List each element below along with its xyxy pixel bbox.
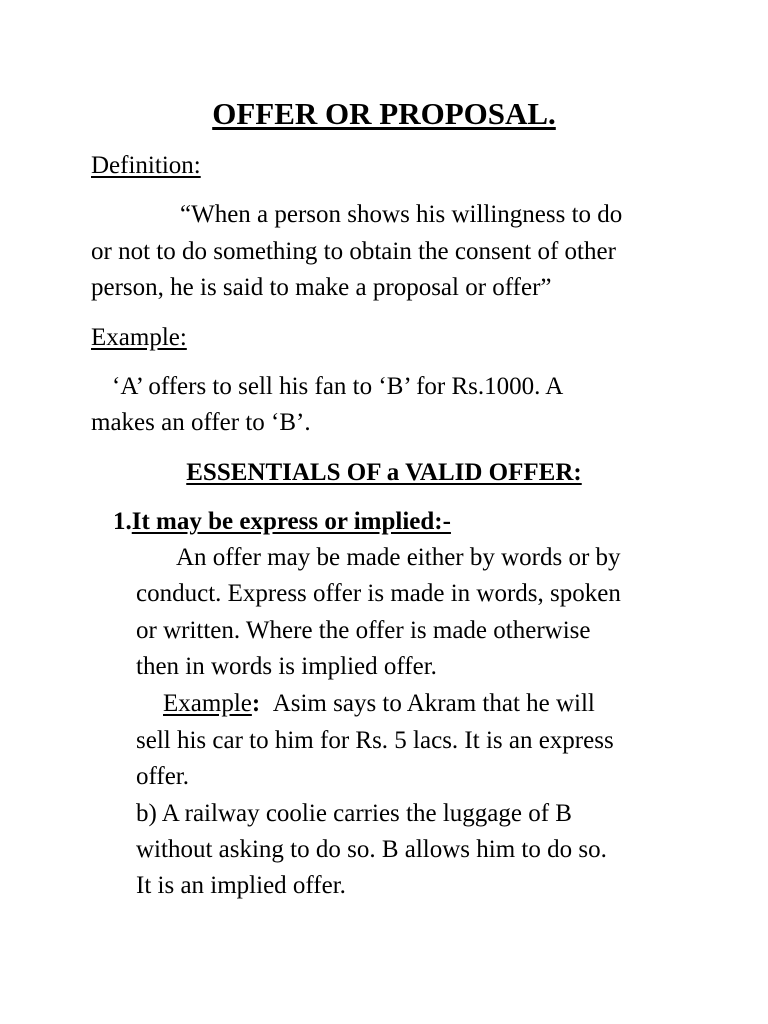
example-line-1: ‘A’ offers to sell his fan to ‘B’ for Rs.1000. A (112, 373, 564, 400)
essential-item-title: It may be express or implied:- (131, 508, 451, 535)
definition-heading: Definition: (91, 152, 201, 179)
example-line-2: makes an offer to ‘B’. (91, 409, 311, 436)
definition-line-1: “When a person shows his willingness to do (180, 201, 623, 228)
essential-item-number: 1. (113, 508, 132, 535)
essential-item-heading (113, 507, 451, 537)
essential-example-colon: : (251, 690, 261, 717)
essential-body-line-2: conduct. Express offer is made in words, spoken (136, 580, 621, 607)
essential-example-line-1 (163, 689, 595, 719)
example-heading: Example: (91, 324, 187, 351)
essential-example-line-3: offer. (136, 763, 189, 790)
essential-example-line-2: sell his car to him for Rs. 5 lacs. It is an express (136, 727, 614, 754)
essential-extra-line-1: b) A railway coolie carries the luggage of B (136, 800, 572, 827)
definition-line-3: person, he is said to make a proposal or offer” (91, 274, 552, 301)
essential-body-line-1: An offer may be made either by words or by (176, 544, 621, 571)
essential-extra-line-2: without asking to do so. B allows him to do so. (136, 836, 607, 863)
definition-line-2: or not to do something to obtain the consent of other (91, 238, 616, 265)
essential-example-text: Asim says to Akram that he will (272, 690, 595, 717)
page-title: OFFER OR PROPOSAL. (212, 96, 556, 131)
essential-body-line-4: then in words is implied offer. (136, 653, 437, 680)
essential-extra-line-3: It is an implied offer. (136, 872, 346, 899)
essential-body-line-3: or written. Where the offer is made otherwise (136, 617, 591, 644)
essentials-heading: ESSENTIALS OF a VALID OFFER: (186, 459, 582, 486)
essential-example-label: Example (163, 690, 252, 717)
